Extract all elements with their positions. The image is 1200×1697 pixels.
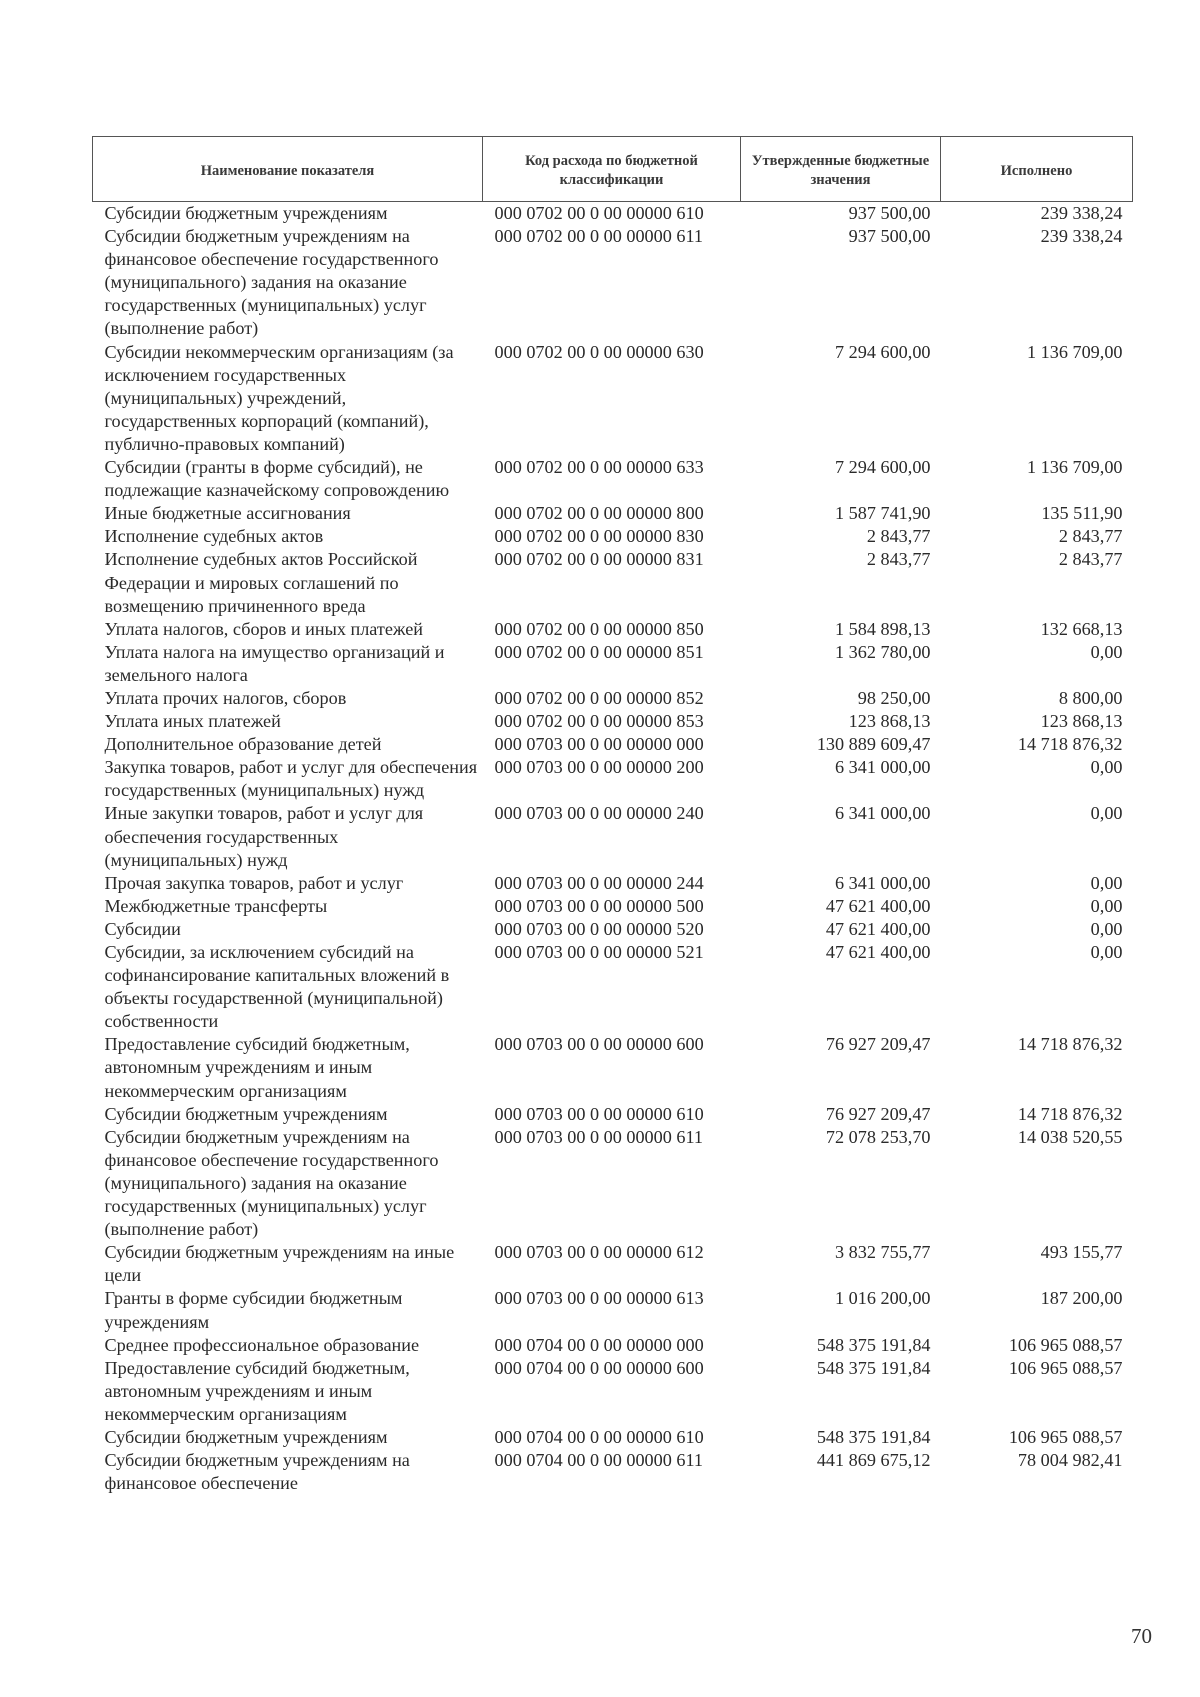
row-exec: 0,00 (1090, 757, 1123, 778)
table-row (93, 1357, 1133, 1426)
row-code: 000 0703 00 0 00 00000 600 (494, 1034, 704, 1055)
row-plan: 6 341 000,00 (835, 872, 931, 893)
row-plan: 548 375 191,84 (816, 1357, 931, 1378)
table-body (93, 202, 1133, 1496)
table-row (93, 202, 1133, 226)
table-row (93, 895, 1133, 918)
row-plan: 47 621 400,00 (825, 918, 931, 939)
row-plan: 7 294 600,00 (835, 457, 931, 478)
row-code: 000 0703 00 0 00 00000 200 (494, 757, 704, 778)
row-plan: 548 375 191,84 (816, 1334, 931, 1355)
row-name: Дополнительное образование детей (104, 734, 382, 755)
row-plan: 123 868,13 (848, 711, 931, 732)
table-row (93, 710, 1133, 733)
row-code: 000 0702 00 0 00 00000 830 (494, 526, 704, 547)
row-exec: 132 668,13 (1040, 618, 1123, 639)
row-code: 000 0702 00 0 00 00000 850 (494, 618, 704, 639)
row-name: Субсидии бюджетным учреждениям на финансовое обеспечение (104, 1450, 410, 1494)
row-name: Прочая закупка товаров, работ и услуг (104, 872, 404, 893)
row-name: Иные закупки товаров, работ и услуг для обеспечения государственных (муниципальных) нужд (104, 803, 424, 870)
row-name: Субсидии, за исключением субсидий на софинансирование капитальных вложений в объекты государственной (муниципальной) собственности (104, 942, 450, 1032)
row-exec: 14 718 876,32 (1017, 734, 1123, 755)
row-code: 000 0703 00 0 00 00000 610 (494, 1103, 704, 1124)
header-row (93, 137, 1133, 202)
table-row (93, 918, 1133, 941)
row-plan: 548 375 191,84 (816, 1426, 931, 1447)
row-plan: 6 341 000,00 (835, 803, 931, 824)
row-name: Предоставление субсидий бюджетным, автономным учреждениям и иным некоммерческим организациям (104, 1357, 410, 1424)
row-exec: 0,00 (1090, 895, 1123, 916)
row-exec: 239 338,24 (1040, 226, 1123, 247)
header-name: Наименование показателя (93, 137, 483, 202)
row-exec: 14 718 876,32 (1017, 1103, 1123, 1124)
row-plan: 1 362 780,00 (835, 641, 931, 662)
row-name: Межбюджетные трансферты (104, 895, 328, 916)
row-code: 000 0704 00 0 00 00000 610 (494, 1426, 704, 1447)
row-name: Субсидии бюджетным учреждениям на иные цели (104, 1242, 455, 1286)
row-name: Исполнение судебных актов Российской Федерации и мировых соглашений по возмещению причиненного вреда (104, 549, 418, 616)
row-name: Субсидии бюджетным учреждениям на финансовое обеспечение государственного (муниципального) задания на оказание государственных (муниципальных) услуг (выполнение работ) (104, 226, 439, 339)
row-code: 000 0702 00 0 00 00000 800 (494, 503, 704, 524)
row-name: Исполнение судебных актов (104, 526, 324, 547)
row-plan: 47 621 400,00 (825, 942, 931, 962)
row-plan: 2 843,77 (866, 549, 931, 570)
row-code: 000 0703 00 0 00 00000 244 (494, 872, 704, 893)
table-row (93, 1449, 1133, 1495)
table-row (93, 1033, 1133, 1102)
table-row (93, 941, 1133, 1033)
row-name: Уплата налога на имущество организаций и земельного налога (104, 641, 445, 685)
row-exec: 2 843,77 (1058, 526, 1123, 547)
row-exec: 1 136 709,00 (1027, 457, 1123, 478)
table-row (93, 802, 1133, 871)
row-name: Субсидии бюджетным учреждениям (104, 1426, 388, 1447)
row-plan: 3 832 755,77 (835, 1242, 931, 1263)
row-code: 000 0704 00 0 00 00000 611 (494, 1450, 703, 1471)
row-plan: 441 869 675,12 (816, 1450, 931, 1471)
row-plan: 1 016 200,00 (835, 1288, 931, 1309)
row-code: 000 0702 00 0 00 00000 633 (494, 457, 704, 478)
row-name: Гранты в форме субсидии бюджетным учреждениям (104, 1288, 403, 1332)
row-exec: 187 200,00 (1040, 1288, 1123, 1309)
row-plan: 7 294 600,00 (835, 341, 931, 362)
row-exec: 106 965 088,57 (1008, 1357, 1123, 1378)
row-code: 000 0702 00 0 00 00000 630 (494, 341, 704, 362)
table-row (93, 1287, 1133, 1333)
row-code: 000 0703 00 0 00 00000 612 (494, 1242, 704, 1263)
row-exec: 123 868,13 (1040, 711, 1123, 732)
table-row (93, 618, 1133, 641)
row-name: Уплата прочих налогов, сборов (104, 687, 347, 708)
table-row (93, 756, 1133, 802)
row-plan: 6 341 000,00 (835, 757, 931, 778)
row-plan: 2 843,77 (866, 526, 931, 547)
header-plan: Утвержденные бюджетные значения (741, 137, 941, 202)
row-code: 000 0702 00 0 00 00000 851 (494, 641, 704, 662)
row-code: 000 0703 00 0 00 00000 500 (494, 895, 704, 916)
row-exec: 78 004 982,41 (1017, 1450, 1123, 1471)
table-row (93, 687, 1133, 710)
row-name: Субсидии (104, 918, 181, 939)
row-code: 000 0704 00 0 00 00000 600 (494, 1357, 704, 1378)
row-exec: 106 965 088,57 (1008, 1334, 1123, 1355)
row-code: 000 0703 00 0 00 00000 613 (494, 1288, 704, 1309)
row-exec: 1 136 709,00 (1027, 341, 1123, 362)
row-exec: 0,00 (1090, 942, 1123, 962)
row-name: Закупка товаров, работ и услуг для обеспечения государственных (муниципальных) нужд (104, 757, 478, 801)
table-row (93, 872, 1133, 895)
table-row (93, 1426, 1133, 1449)
row-code: 000 0702 00 0 00 00000 610 (494, 203, 704, 223)
row-name: Субсидии некоммерческим организациям (за исключением государственных (муниципальных) учреждений, государственных корпораций (компаний), публично-правовых компаний) (104, 341, 454, 454)
row-code: 000 0702 00 0 00 00000 852 (494, 687, 704, 708)
row-plan: 1 587 741,90 (835, 503, 931, 524)
row-name: Предоставление субсидий бюджетным, автономным учреждениям и иным некоммерческим организациям (104, 1034, 410, 1101)
table-row (93, 1126, 1133, 1241)
row-name: Субсидии (гранты в форме субсидий), не подлежащие казначейскому сопровождению (104, 457, 450, 501)
table-row (93, 502, 1133, 525)
row-name: Среднее профессиональное образование (104, 1334, 420, 1355)
row-exec: 106 965 088,57 (1008, 1426, 1123, 1447)
row-exec: 0,00 (1090, 641, 1123, 662)
row-exec: 239 338,24 (1040, 203, 1123, 223)
row-plan: 76 927 209,47 (825, 1034, 931, 1055)
table-header (93, 137, 1133, 202)
table-row (93, 1241, 1133, 1287)
budget-execution-table (92, 136, 1133, 1495)
row-code: 000 0702 00 0 00 00000 831 (494, 549, 704, 570)
report-page (92, 136, 1132, 1495)
row-exec: 493 155,77 (1040, 1242, 1123, 1263)
row-code: 000 0702 00 0 00 00000 611 (494, 226, 703, 247)
row-code: 000 0703 00 0 00 00000 521 (494, 942, 704, 962)
table-row (93, 225, 1133, 340)
row-code: 000 0702 00 0 00 00000 853 (494, 711, 704, 732)
table-row (93, 525, 1133, 548)
table-row (93, 733, 1133, 756)
row-exec: 14 038 520,55 (1017, 1126, 1123, 1147)
row-code: 000 0703 00 0 00 00000 520 (494, 918, 704, 939)
row-code: 000 0703 00 0 00 00000 000 (494, 734, 704, 755)
row-plan: 937 500,00 (848, 226, 931, 247)
row-name: Иные бюджетные ассигнования (104, 503, 351, 524)
table-row (93, 456, 1133, 502)
row-exec: 135 511,90 (1041, 503, 1123, 524)
row-exec: 0,00 (1090, 918, 1123, 939)
row-exec: 0,00 (1090, 872, 1123, 893)
row-exec: 0,00 (1090, 803, 1123, 824)
row-exec: 8 800,00 (1058, 687, 1123, 708)
table-row (93, 548, 1133, 617)
row-plan: 98 250,00 (857, 687, 931, 708)
row-plan: 1 584 898,13 (835, 618, 931, 639)
row-exec: 2 843,77 (1058, 549, 1123, 570)
table-row (93, 1334, 1133, 1357)
row-name: Уплата налогов, сборов и иных платежей (104, 618, 424, 639)
row-code: 000 0704 00 0 00 00000 000 (494, 1334, 704, 1355)
header-code: Код расхода по бюджетной классификации (483, 137, 741, 202)
row-name: Уплата иных платежей (104, 711, 281, 732)
row-exec: 14 718 876,32 (1017, 1034, 1123, 1055)
row-plan: 47 621 400,00 (825, 895, 931, 916)
table-row (93, 641, 1133, 687)
row-code: 000 0703 00 0 00 00000 240 (494, 803, 704, 824)
row-plan: 72 078 253,70 (825, 1126, 931, 1147)
row-name: Субсидии бюджетным учреждениям (104, 203, 388, 223)
header-exec: Исполнено (941, 137, 1133, 202)
row-name: Субсидии бюджетным учреждениям на финансовое обеспечение государственного (муниципального) задания на оказание государственных (муниципальных) услуг (выполнение работ) (104, 1126, 439, 1240)
row-plan: 130 889 609,47 (816, 734, 931, 755)
row-name: Субсидии бюджетным учреждениям (104, 1103, 388, 1124)
row-plan: 76 927 209,47 (825, 1103, 931, 1124)
row-plan: 937 500,00 (848, 203, 931, 223)
table-row (93, 341, 1133, 456)
table-row (93, 1103, 1133, 1126)
page-number: 70 (1131, 1624, 1152, 1648)
row-code: 000 0703 00 0 00 00000 611 (494, 1126, 703, 1147)
